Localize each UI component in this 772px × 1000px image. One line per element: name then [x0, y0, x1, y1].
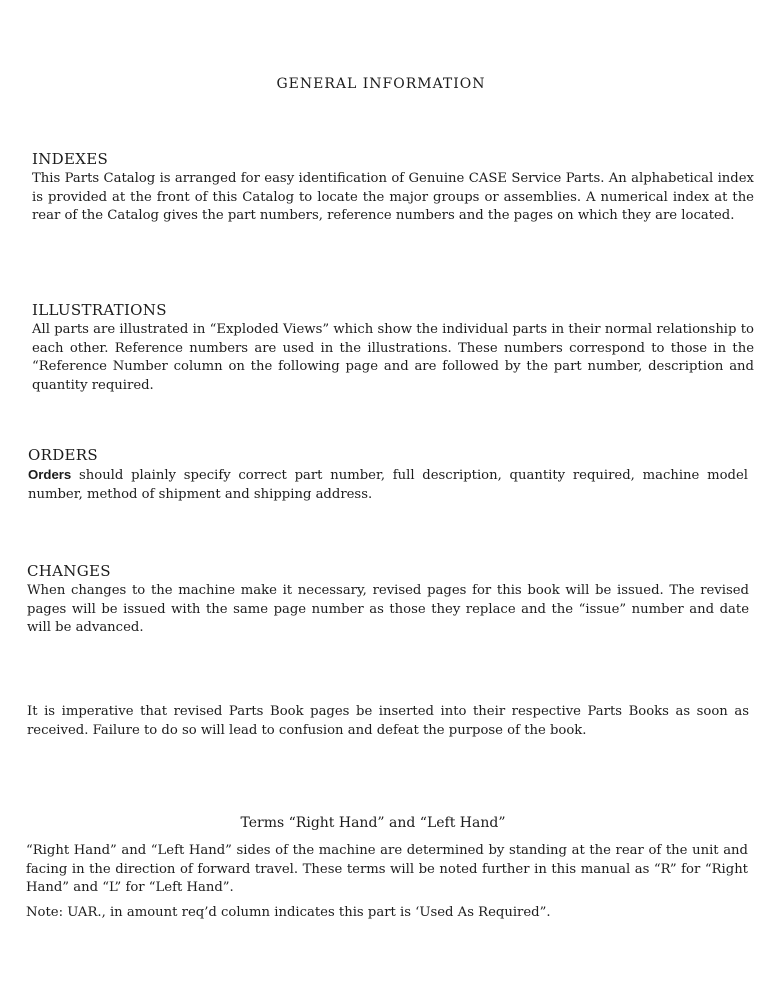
orders-body-text: should plainly specify correct part number, full description, quantity required, machine model number, method of shipment and shipping address. — [28, 468, 748, 502]
section-illustrations — [32, 301, 754, 395]
section-heading-terms: Terms “Right Hand” and “Left Hand” — [240, 815, 506, 831]
section-heading-orders: ORDERS — [28, 446, 98, 464]
section-imperative — [27, 703, 749, 740]
section-terms — [26, 842, 748, 922]
section-body-orders — [28, 466, 748, 504]
section-heading-changes: CHANGES — [27, 562, 111, 580]
page-title: GENERAL INFORMATION — [276, 76, 486, 92]
section-body-changes: When changes to the machine make it necessary, revised pages for this book will be issued. The revised pages will be issued with the same page number as those they replace and the “issue” number and date will be advanced. — [27, 583, 749, 635]
section-body-indexes: This Parts Catalog is arranged for easy identification of Genuine CASE Service Parts. An alphabetical index is provided at the front of this Catalog to locate the major groups or assemblies. A numerical index at the rear of the Catalog gives the part numbers, reference numbers and the pages on which they are located. — [32, 171, 754, 223]
section-changes — [27, 562, 749, 638]
section-indexes — [32, 150, 754, 226]
section-note-terms: Note: UAR., in amount req’d column indicates this part is ‘Used As Required”. — [26, 904, 551, 920]
orders-lead-word: Orders — [28, 467, 72, 482]
section-heading-indexes: INDEXES — [32, 150, 109, 168]
section-orders — [28, 446, 748, 504]
section-body-terms: “Right Hand” and “Left Hand” sides of the machine are determined by standing at the rear of the unit and facing in the direction of forward travel. These terms will be noted further in this manual as “R” for “Right Hand” and “L” for “Left Hand”. — [26, 843, 748, 895]
section-body-imperative: It is imperative that revised Parts Book pages be inserted into their respective Parts Books as soon as received. Failure to do so will lead to confusion and defeat the purpose of the book. — [27, 704, 749, 738]
section-body-illustrations: All parts are illustrated in “Exploded Views” which show the individual parts in their normal relationship to each other. Reference numbers are used in the illustrations. These numbers correspond to those in the “Reference Number column on the following page and are followed by the part number, description and quantity required. — [32, 322, 754, 393]
section-heading-illustrations: ILLUSTRATIONS — [32, 301, 167, 319]
